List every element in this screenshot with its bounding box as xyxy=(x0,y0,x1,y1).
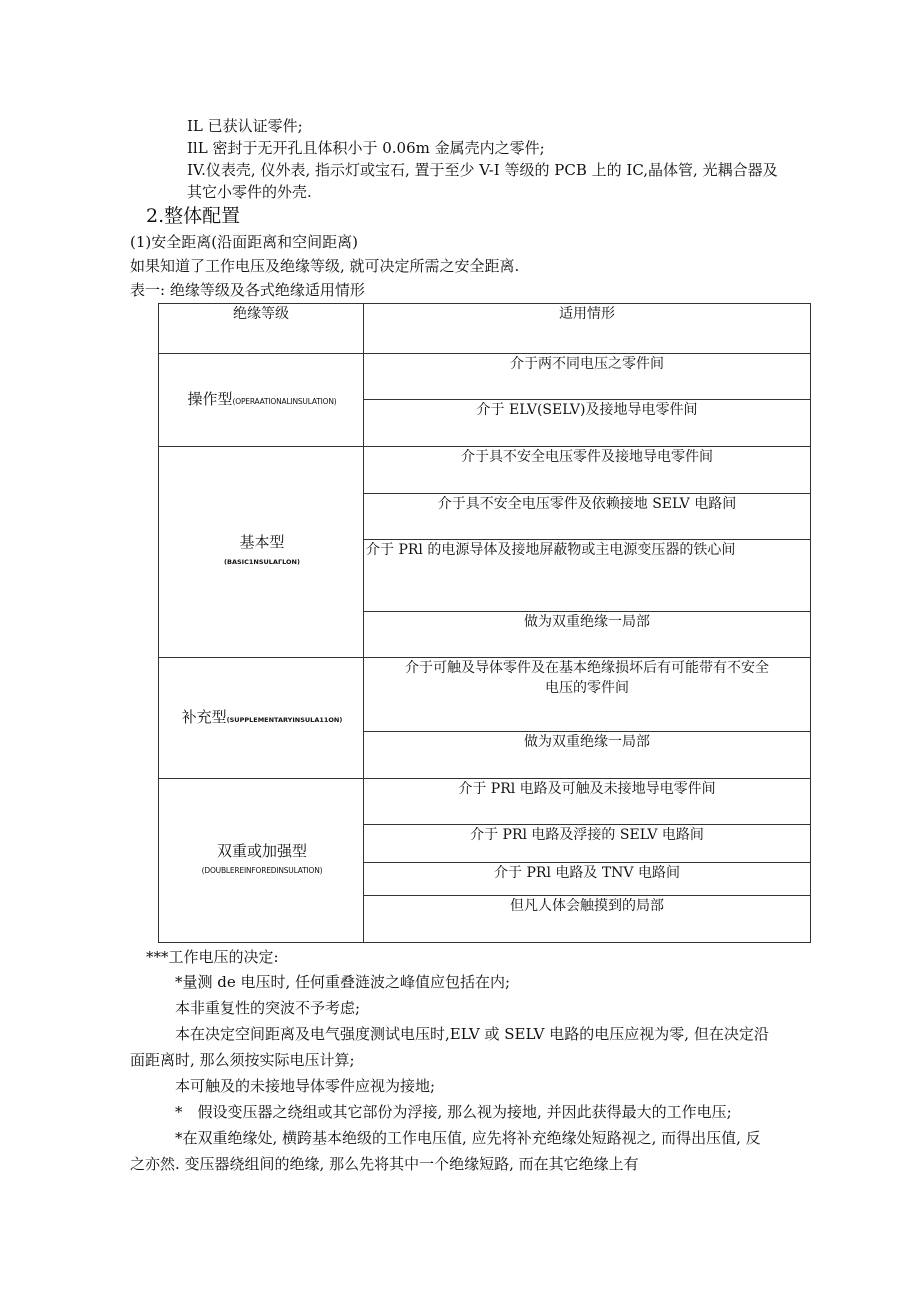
situation-cell: 做为双重绝缘一局部 xyxy=(364,612,811,658)
situation-cell: 但凡人体会触摸到的局部 xyxy=(364,896,811,943)
note-3-line1: 本在决定空间距离及电气强度测试电压时,ELV 或 SELV 电路的电压应视为零, 但在决定沿 xyxy=(175,1025,769,1043)
subsection-title: (1)安全距离(沿面距离和空间距离) xyxy=(130,233,358,251)
situation-cell: 介于 PRl 的电源导体及接地屏蔽物或主电源变压器的铁心间 xyxy=(364,540,811,612)
situation-cell: 介于具不安全电压零件及依赖接地 SELV 电路间 xyxy=(364,494,811,540)
note-5: * 假设变压器之绕组或其它部份为浮接, 那么视为接地, 并因此获得最大的工作电压; xyxy=(175,1103,732,1121)
note-6-line2: 之亦然. 变压器绕组间的绝缘, 那么先将其中一个绝缘短路, 而在其它绝缘上有 xyxy=(130,1155,639,1173)
situation-cell: 介于 PRl 电路及浮接的 SELV 电路间 xyxy=(364,825,811,863)
header-grade: 绝缘等级 xyxy=(159,304,364,354)
situation-cell: 介于 PRl 电路及可触及未接地导电零件间 xyxy=(364,779,811,825)
list-item-iv-line1: IV.仪表壳, 仪外表, 指示灯或宝石, 置于至少 V-I 等级的 PCB 上的 IC,晶体管, 光耦合器及 xyxy=(187,161,778,179)
note-6-line1: *在双重绝缘处, 横跨基本绝级的工作电压值, 应先将补充绝缘处短路视之, 而得出压值, 反 xyxy=(175,1129,761,1147)
intro-sentence: 如果知道了工作电压及绝缘等级, 就可决定所需之安全距离. xyxy=(130,257,520,275)
list-item-ii: IL 已获认证零件; xyxy=(187,117,303,135)
grade-operational: 操作型(OPERAATIONALINSULATION) xyxy=(159,354,364,447)
note-4: 本可触及的未接地导体零件应视为接地; xyxy=(175,1077,436,1095)
note-1: *量测 de 电压时, 任何重叠涟波之峰值应包括在内; xyxy=(175,973,511,991)
list-item-iv-line2: 其它小零件的外壳. xyxy=(187,183,312,201)
header-situation: 适用情形 xyxy=(364,304,811,354)
situation-cell: 介于 ELV(SELV)及接地导电零件间 xyxy=(364,400,811,447)
table-caption: 表一: 绝缘等级及各式绝缘适用情形 xyxy=(130,281,365,299)
list-item-iii: IlL 密封于无开孔且体积小于 0.06m 金属壳内之零件; xyxy=(187,139,545,157)
insulation-table xyxy=(158,303,811,943)
situation-cell: 介于 PRl 电路及 TNV 电路间 xyxy=(364,863,811,896)
grade-double-reinforced: 双重或加强型 (DOUBLEREINFOREDINSULATION) xyxy=(159,779,364,943)
situation-cell: 做为双重绝缘一局部 xyxy=(364,732,811,779)
situation-cell: 介于两不同电压之零件间 xyxy=(364,354,811,400)
grade-basic: 基本型 (BASIC1NSULAΓLON) xyxy=(159,447,364,658)
situation-cell: 介于可触及导体零件及在基本绝缘损坏后有可能带有不安全 电压的零件间 xyxy=(364,658,811,732)
grade-supplementary: 补充型(SUPPLEMENTARYINSULA11ON) xyxy=(159,658,364,779)
note-2: 本非重复性的突波不予考虑; xyxy=(175,999,361,1017)
notes-title: ***工作电压的决定: xyxy=(146,948,279,966)
section-heading: 2.整体配置 xyxy=(146,205,241,227)
note-3-line2: 面距离时, 那么须按实际电压计算; xyxy=(130,1051,355,1069)
situation-cell: 介于具不安全电压零件及接地导电零件间 xyxy=(364,447,811,494)
